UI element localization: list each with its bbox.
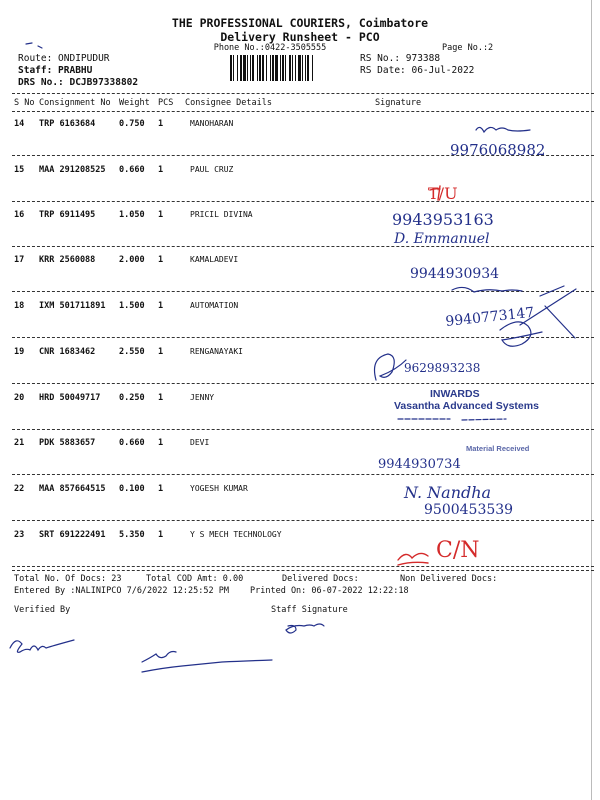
- total-cod: Total COD Amt: 0.00: [146, 574, 244, 584]
- signature-row23-text: C/N: [436, 538, 480, 563]
- row-weight: 1.050: [119, 210, 145, 220]
- row-pcs: 1: [158, 438, 164, 448]
- signature-row18-stroke: [520, 286, 576, 338]
- row-sno: 14: [14, 119, 25, 129]
- staff-signature: Staff Signature: [271, 605, 348, 615]
- row-pcs: 1: [158, 301, 164, 311]
- row-sno: 21: [14, 438, 25, 448]
- signature-row14: [476, 127, 530, 132]
- rs-number: RS No.: 973388: [360, 53, 441, 64]
- delivered-docs: Delivered Docs:: [282, 574, 359, 584]
- row-sno: 16: [14, 210, 25, 220]
- drs-number: DRS No.: DCJB97338802: [18, 77, 139, 88]
- row-consignee: YOGESH KUMAR: [190, 484, 248, 493]
- stamp-material: Material Received: [466, 444, 530, 453]
- row-consignee: Y S MECH TECHNOLOGY: [190, 530, 282, 539]
- row-pcs: 1: [158, 347, 164, 357]
- row-weight: 1.500: [119, 301, 145, 311]
- phone-number: Phone No.:0422-3505555: [213, 43, 327, 53]
- col-header-consignment: Consignment No: [39, 98, 111, 108]
- printed-on: Printed On: 06-07-2022 12:22:18: [250, 586, 409, 596]
- row-sno: 18: [14, 301, 25, 311]
- row-sno: 17: [14, 255, 25, 265]
- row-weight: 0.250: [119, 393, 145, 403]
- row-sno: 19: [14, 347, 25, 357]
- row-sno: 15: [14, 165, 25, 175]
- row-consignment-no: CNR 1683462: [39, 347, 96, 357]
- col-header-pcs: PCS: [158, 98, 174, 108]
- signature-row16-name: D. Emmanuel: [394, 231, 490, 247]
- signature-row17-phone: 9944930934: [410, 266, 500, 282]
- row-consignment-no: IXM 501711891: [39, 301, 106, 311]
- signature-row15-text: T/U: [428, 184, 458, 203]
- row-consignment-no: MAA 857664515: [39, 484, 106, 494]
- signature-row14-phone: 9976068982: [450, 141, 546, 159]
- signature-row19: [375, 354, 407, 380]
- row-consignee: RENGANAYAKI: [190, 347, 243, 356]
- row-consignment-no: KRR 2560088: [39, 255, 96, 265]
- row-consignment-no: TRP 6163684: [39, 119, 96, 129]
- signature-row15-check: [430, 186, 440, 200]
- company-title: THE PROFESSIONAL COURIERS, Coimbatore: [171, 16, 429, 30]
- signature-row18-curl: [500, 322, 542, 346]
- row-consignee: DEVI: [190, 438, 210, 447]
- col-header-weight: Weight: [119, 98, 150, 108]
- row-separator: [12, 337, 594, 338]
- sheet-title: Delivery Runsheet - PCO: [220, 30, 380, 44]
- row-consignee: AUTOMATION: [190, 301, 239, 310]
- barcode-bar: [313, 55, 315, 81]
- row-separator: [12, 474, 594, 475]
- row-pcs: 1: [158, 210, 164, 220]
- signature-row22-phone: 9500453539: [424, 502, 514, 518]
- route-label: Route: ONDIPUDUR: [18, 53, 110, 64]
- row-consignee: PAUL CRUZ: [190, 165, 234, 174]
- stamp-inwards: INWARDS: [430, 388, 480, 400]
- verified-by: Verified By: [14, 605, 71, 615]
- row-pcs: 1: [158, 484, 164, 494]
- rs-date: RS Date: 06-Jul-2022: [360, 65, 475, 76]
- page-number: Page No.:2: [442, 43, 494, 53]
- row-consignment-no: SRT 691222491: [39, 530, 106, 540]
- page-edge: [591, 0, 592, 800]
- row-sno: 22: [14, 484, 25, 494]
- row-weight: 0.750: [119, 119, 145, 129]
- signature-row23-scratch: [398, 553, 428, 565]
- signature-verified: [10, 640, 74, 652]
- row-separator: [12, 383, 594, 384]
- row-pcs: 1: [158, 119, 164, 129]
- table-header-rule: [12, 111, 594, 112]
- row-separator: [12, 291, 594, 292]
- row-separator: [12, 155, 594, 156]
- row-sno: 20: [14, 393, 25, 403]
- signature-row20-dash: [398, 419, 506, 420]
- table-bottom-rule: [12, 570, 594, 571]
- barcode: [230, 55, 354, 81]
- row-pcs: 1: [158, 255, 164, 265]
- row-weight: 0.660: [119, 438, 145, 448]
- row-weight: 0.660: [119, 165, 145, 175]
- table-top-rule: [12, 93, 594, 94]
- row-consignment-no: PDK 5883657: [39, 438, 96, 448]
- row-weight: 0.100: [119, 484, 145, 494]
- row-pcs: 1: [158, 165, 164, 175]
- signature-row19-phone: 9629893238: [404, 361, 481, 375]
- row-weight: 2.000: [119, 255, 145, 265]
- row-consignee: MANOHARAN: [190, 119, 234, 128]
- row-pcs: 1: [158, 393, 164, 403]
- entered-by: Entered By :NALINIPCO 7/6/2022 12:25:52 PM: [14, 586, 229, 596]
- row-consignment-no: MAA 291208525: [39, 165, 106, 175]
- row-weight: 5.350: [119, 530, 145, 540]
- row-consignee: JENNY: [190, 393, 215, 402]
- signature-staff: [286, 624, 324, 633]
- total-docs: Total No. Of Docs: 23: [14, 574, 122, 584]
- stamp-company: Vasantha Advanced Systems: [394, 400, 539, 412]
- staff-label: Staff: PRABHU: [18, 65, 93, 76]
- row-separator: [12, 566, 594, 567]
- row-separator: [12, 429, 594, 430]
- signature-staff-2: [142, 652, 272, 673]
- row-separator: [12, 520, 594, 521]
- signature-row21-phone: 9944930734: [378, 457, 461, 472]
- row-consignee: KAMALADEVI: [190, 255, 239, 264]
- row-consignment-no: HRD 50049717: [39, 393, 101, 403]
- col-header-consignee: Consignee Details: [185, 98, 272, 108]
- row-pcs: 1: [158, 530, 164, 540]
- row-weight: 2.550: [119, 347, 145, 357]
- col-header-signature: Signature: [375, 98, 422, 108]
- row-consignee: PRICIL DIVINA: [190, 210, 253, 219]
- signature-row16-phone: 9943953163: [392, 210, 494, 229]
- signature-row22-name: N. Nandha: [404, 483, 492, 502]
- non-delivered-docs: Non Delivered Docs:: [400, 574, 498, 584]
- row-separator: [12, 201, 594, 202]
- row-separator: [12, 246, 594, 247]
- row-consignment-no: TRP 6911495: [39, 210, 96, 220]
- row-sno: 23: [14, 530, 25, 540]
- signature-row18-phone: 9940773147: [444, 304, 536, 330]
- col-header-sno: S No: [14, 98, 35, 108]
